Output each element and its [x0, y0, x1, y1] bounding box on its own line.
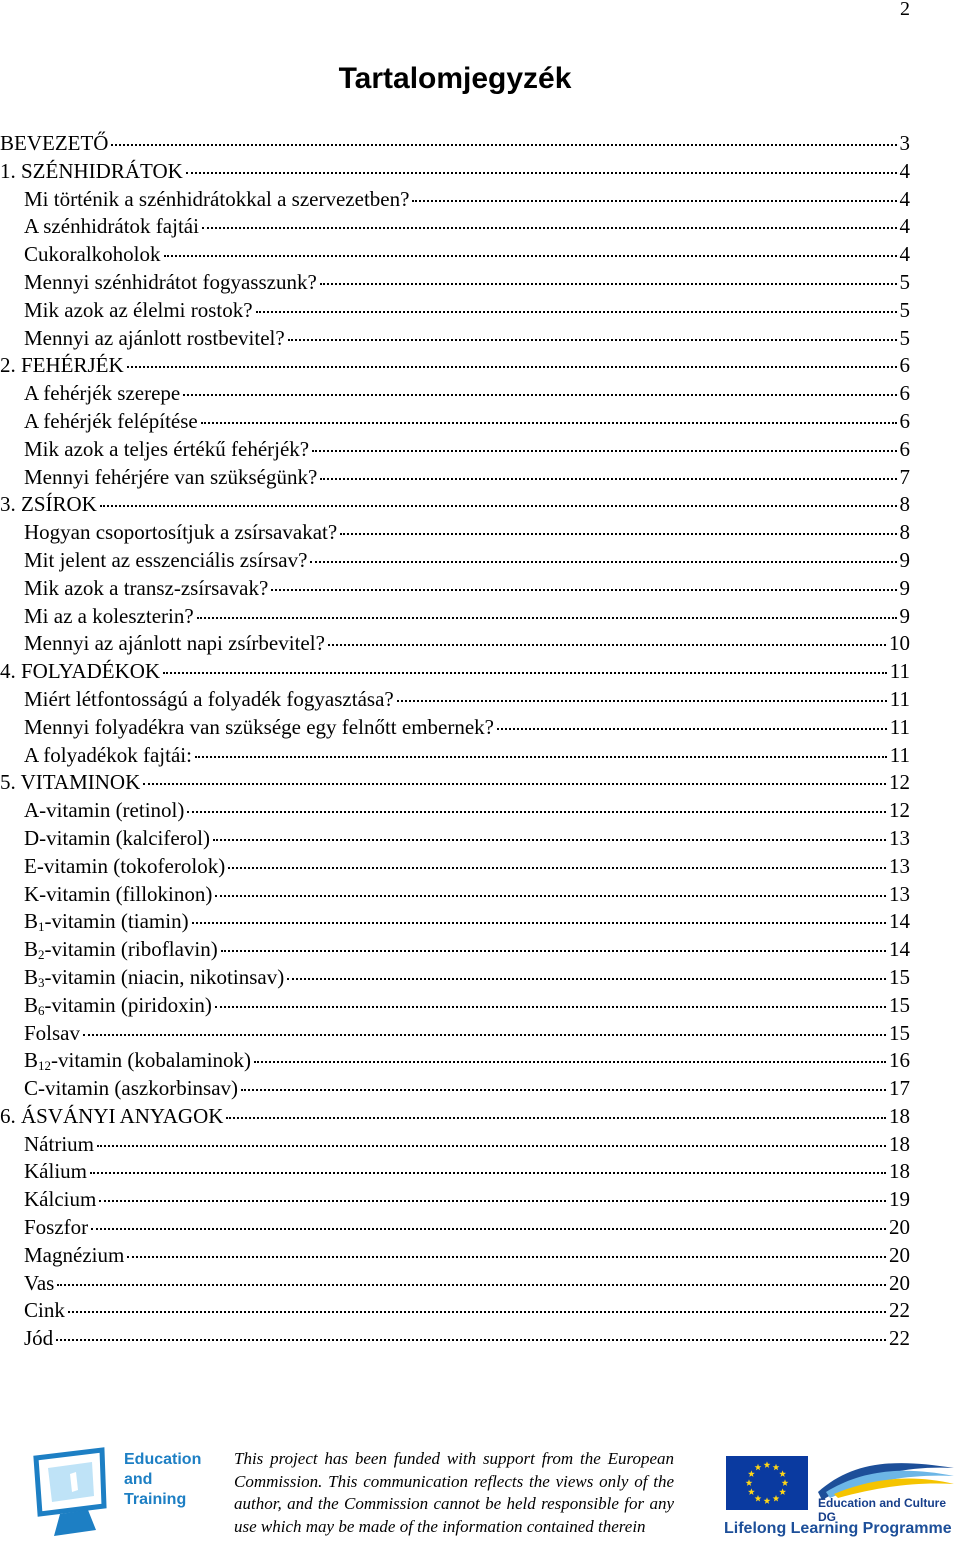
toc-entry[interactable]	[0, 380, 910, 408]
toc-dot-leader	[197, 617, 897, 619]
toc-entry-page: 6	[899, 408, 910, 433]
toc-entry[interactable]	[0, 658, 910, 686]
toc-entry[interactable]	[0, 158, 910, 186]
footer	[0, 1440, 960, 1550]
toc-entry-title: Mennyi folyadékra van szüksége egy felnőtt embernek?	[24, 714, 494, 739]
toc-entry-page: 12	[889, 770, 910, 795]
toc-entry-page: 17	[889, 1076, 910, 1101]
toc-dot-leader	[213, 839, 886, 841]
toc-entry-title: BEVEZETŐ	[0, 131, 109, 155]
toc-dot-leader	[68, 1311, 886, 1313]
toc-entry-title: Mi történik a szénhidrátokkal a szervezetben?	[24, 186, 410, 211]
toc-entry-title: Mennyi fehérjére van szükségünk?	[24, 464, 318, 489]
toc-dot-leader	[111, 144, 896, 146]
toc-entry-title: $B_6$-vitamin (piridoxin)	[24, 992, 212, 1018]
toc-entry[interactable]	[0, 714, 910, 742]
toc-entry-page: 15	[889, 992, 910, 1017]
toc-entry-title: Kálcium	[24, 1187, 97, 1212]
toc-entry-page: 3	[899, 131, 910, 155]
toc-entry-page: 6	[899, 436, 910, 461]
toc-entry-title: Cukoralkoholok	[24, 242, 161, 267]
toc-entry[interactable]	[0, 297, 910, 325]
toc-entry-page: 9	[899, 547, 910, 572]
toc-entry-page: 16	[889, 1048, 910, 1073]
toc-entry-title: A-vitamin (retinol)	[24, 798, 185, 823]
toc-entry[interactable]	[0, 603, 910, 631]
toc-entry-page: 18	[889, 1159, 910, 1184]
toc-entry[interactable]	[0, 436, 910, 464]
toc-entry-title: 6. ÁSVÁNYI ANYAGOK	[0, 1103, 224, 1128]
toc-entry-title: 5. VITAMINOK	[0, 770, 141, 795]
page-number: 2	[900, 0, 910, 20]
education-culture-dg-label: Education and Culture DG	[818, 1496, 947, 1524]
toc-entry[interactable]	[0, 908, 910, 936]
toc-entry-title: Mennyi szénhidrátot fogyasszunk?	[24, 269, 317, 294]
toc-entry-title: D-vitamin (kalciferol)	[24, 825, 211, 850]
toc-dot-leader	[164, 255, 897, 257]
toc-dot-leader	[271, 589, 896, 591]
toc-entry-page: 13	[889, 881, 910, 906]
toc-entry[interactable]	[0, 992, 910, 1020]
toc-entry-title: $B_1$-vitamin (tiamin)	[24, 909, 189, 935]
toc-entry[interactable]	[0, 686, 910, 714]
toc-dot-leader	[215, 1006, 886, 1008]
toc-entry-page: 22	[889, 1326, 910, 1351]
toc-entry-page: 10	[889, 631, 910, 656]
toc-entry-page: 4	[899, 242, 910, 267]
toc-entry[interactable]	[0, 1047, 910, 1075]
toc-entry-title: Mi az a koleszterin?	[24, 603, 194, 628]
toc-dot-leader	[412, 200, 896, 202]
toc-entry-title: Vas	[24, 1270, 55, 1295]
toc-entry-title: 3. ZSÍROK	[0, 492, 97, 517]
computer-monitor-icon	[30, 1444, 130, 1540]
toc-entry[interactable]	[0, 1075, 910, 1103]
toc-dot-leader	[127, 366, 897, 368]
toc-entry[interactable]	[0, 269, 910, 297]
toc-dot-leader	[328, 644, 886, 646]
toc-entry-page: 9	[899, 603, 910, 628]
toc-entry-page: 18	[889, 1131, 910, 1156]
toc-dot-leader	[91, 1228, 886, 1230]
toc-entry-title: E-vitamin (tokoferolok)	[24, 853, 226, 878]
toc-dot-leader	[497, 728, 887, 730]
toc-entry[interactable]	[0, 797, 910, 825]
toc-entry-title: Mik azok a teljes értékű fehérjék?	[24, 436, 310, 461]
toc-entry[interactable]	[0, 213, 910, 241]
toc-dot-leader	[143, 783, 886, 785]
toc-dot-leader	[228, 867, 886, 869]
toc-entry[interactable]	[0, 241, 910, 269]
toc-entry-page: 13	[889, 825, 910, 850]
toc-dot-leader	[254, 1061, 886, 1063]
toc-dot-leader	[320, 283, 897, 285]
et-line3: Training	[124, 1491, 187, 1508]
toc-entry-page: 20	[889, 1270, 910, 1295]
toc-entry-title: Foszfor	[24, 1215, 89, 1240]
toc-entry-title: Jód	[24, 1326, 54, 1351]
toc-entry-page: 13	[889, 853, 910, 878]
toc-dot-leader	[256, 311, 897, 313]
toc-entry-title: Magnézium	[24, 1242, 125, 1267]
toc-entry[interactable]	[0, 630, 910, 658]
funding-disclaimer: This project has been funded with support from the European Commission. This communication reflects the views only of the author, and the Commission cannot be held responsible for any use which may be made of the information contained therein	[234, 1449, 674, 1536]
toc-dot-leader	[90, 1172, 886, 1174]
toc-entry-page: 20	[889, 1242, 910, 1267]
toc-entry[interactable]	[0, 352, 910, 380]
toc-dot-leader	[183, 394, 896, 396]
toc-entry[interactable]	[0, 547, 910, 575]
toc-entry[interactable]	[0, 742, 910, 770]
toc-entry[interactable]	[0, 1020, 910, 1048]
toc-entry-title: Mit jelent az esszenciális zsírsav?	[24, 547, 308, 572]
toc-entry[interactable]	[0, 1242, 910, 1270]
toc-entry[interactable]	[0, 1214, 910, 1242]
toc-dot-leader	[226, 1117, 886, 1119]
toc-entry-page: 6	[899, 353, 910, 378]
toc-entry-page: 7	[899, 464, 910, 489]
toc-entry-page: 8	[899, 520, 910, 545]
toc-entry[interactable]	[0, 1297, 910, 1325]
toc-entry-page: 5	[899, 297, 910, 322]
toc-entry-title: A szénhidrátok fajtái	[24, 214, 199, 239]
toc-entry-title: 4. FOLYADÉKOK	[0, 659, 161, 684]
toc-entry[interactable]	[0, 1158, 910, 1186]
toc-dot-leader	[195, 756, 887, 758]
toc-entry[interactable]	[0, 491, 910, 519]
toc-entry-title: Mennyi az ajánlott napi zsírbevitel?	[24, 631, 325, 656]
toc-dot-leader	[310, 561, 896, 563]
toc-entry[interactable]	[0, 464, 910, 492]
education-training-logo	[30, 1444, 210, 1540]
toc-entry-page: 11	[889, 659, 910, 684]
table-of-contents	[0, 130, 910, 1353]
toc-entry[interactable]	[0, 519, 910, 547]
toc-entry[interactable]	[0, 1270, 910, 1298]
toc-dot-leader	[97, 1145, 886, 1147]
toc-dot-leader	[57, 1284, 886, 1286]
et-line2: and	[124, 1471, 153, 1488]
toc-entry-title: Kálium	[24, 1159, 87, 1184]
toc-entry[interactable]	[0, 881, 910, 909]
toc-entry-page: 19	[889, 1187, 910, 1212]
toc-dot-leader	[320, 478, 896, 480]
toc-entry-page: 14	[889, 937, 910, 962]
toc-entry-page: 11	[889, 686, 910, 711]
toc-entry[interactable]	[0, 325, 910, 353]
toc-entry-page: 4	[899, 186, 910, 211]
toc-entry-page: 5	[899, 269, 910, 294]
toc-entry[interactable]	[0, 1103, 910, 1131]
toc-entry-title: Mennyi az ajánlott rostbevitel?	[24, 325, 285, 350]
toc-entry-page: 14	[889, 909, 910, 934]
toc-entry-page: 11	[889, 714, 910, 739]
toc-entry-title: A fehérjék szerepe	[24, 381, 181, 406]
lifelong-learning-label: Lifelong Learning Programme	[724, 1520, 952, 1537]
page-title: Tartalomjegyzék	[338, 62, 572, 95]
toc-dot-leader	[201, 422, 897, 424]
toc-dot-leader	[215, 895, 886, 897]
toc-entry[interactable]	[0, 1131, 910, 1159]
toc-entry[interactable]	[0, 964, 910, 992]
toc-dot-leader	[288, 339, 897, 341]
toc-entry-page: 4	[899, 214, 910, 239]
toc-entry-page: 11	[889, 742, 910, 767]
toc-entry-page: 12	[889, 798, 910, 823]
toc-dot-leader	[202, 227, 897, 229]
toc-dot-leader	[287, 978, 886, 980]
toc-entry-title: K-vitamin (fillokinon)	[24, 881, 213, 906]
toc-entry-title: Cink	[24, 1298, 65, 1323]
toc-entry-page: 15	[889, 964, 910, 989]
toc-entry-title: 2. FEHÉRJÉK	[0, 353, 124, 378]
toc-entry-page: 5	[899, 325, 910, 350]
toc-entry-title: A fehérjék felépítése	[24, 408, 198, 433]
toc-dot-leader	[221, 950, 886, 952]
toc-entry[interactable]	[0, 408, 910, 436]
et-line1: Education	[124, 1451, 202, 1468]
toc-entry-title: Mik azok az élelmi rostok?	[24, 297, 253, 322]
toc-entry-title: Folsav	[24, 1020, 81, 1045]
toc-dot-leader	[127, 1256, 886, 1258]
toc-dot-leader	[192, 922, 886, 924]
toc-dot-leader	[56, 1339, 886, 1341]
toc-entry-page: 4	[899, 158, 910, 183]
toc-entry-page: 6	[899, 381, 910, 406]
toc-entry-title: A folyadékok fajtái:	[24, 742, 192, 767]
toc-entry[interactable]	[0, 1186, 910, 1214]
toc-dot-leader	[99, 1200, 886, 1202]
toc-entry-title: $B_{12}$-vitamin (kobalaminok)	[24, 1048, 252, 1074]
toc-entry-title: Nátrium	[24, 1131, 94, 1156]
toc-dot-leader	[397, 700, 887, 702]
toc-entry-title: Hogyan csoportosítjuk a zsírsavakat?	[24, 520, 338, 545]
toc-entry[interactable]	[0, 130, 910, 158]
toc-entry-page: 20	[889, 1215, 910, 1240]
toc-entry[interactable]	[0, 186, 910, 214]
toc-dot-leader	[312, 450, 896, 452]
toc-entry-page: 9	[899, 575, 910, 600]
toc-entry[interactable]	[0, 575, 910, 603]
toc-entry-page: 15	[889, 1020, 910, 1045]
toc-dot-leader	[187, 811, 886, 813]
toc-entry-title: $B_2$-vitamin (riboflavin)	[24, 937, 218, 963]
toc-entry[interactable]	[0, 825, 910, 853]
toc-dot-leader	[186, 172, 897, 174]
toc-dot-leader	[83, 1034, 886, 1036]
toc-entry-title: $B_3$-vitamin (niacin, nikotinsav)	[24, 964, 285, 990]
toc-entry[interactable]	[0, 853, 910, 881]
toc-entry-title: Miért létfontosságú a folyadék fogyasztása?	[24, 686, 394, 711]
toc-entry-page: 18	[889, 1103, 910, 1128]
toc-dot-leader	[100, 505, 897, 507]
toc-dot-leader	[163, 672, 887, 674]
toc-entry[interactable]	[0, 1325, 910, 1353]
toc-entry[interactable]	[0, 936, 910, 964]
toc-entry-page: 8	[899, 492, 910, 517]
toc-entry-page: 22	[889, 1298, 910, 1323]
toc-entry-title: Mik azok a transz-zsírsavak?	[24, 575, 269, 600]
toc-dot-leader	[241, 1089, 886, 1091]
toc-entry-title: 1. SZÉNHIDRÁTOK	[0, 158, 183, 183]
toc-dot-leader	[340, 533, 896, 535]
toc-entry[interactable]	[0, 769, 910, 797]
toc-entry-title: C-vitamin (aszkorbinsav)	[24, 1076, 239, 1101]
